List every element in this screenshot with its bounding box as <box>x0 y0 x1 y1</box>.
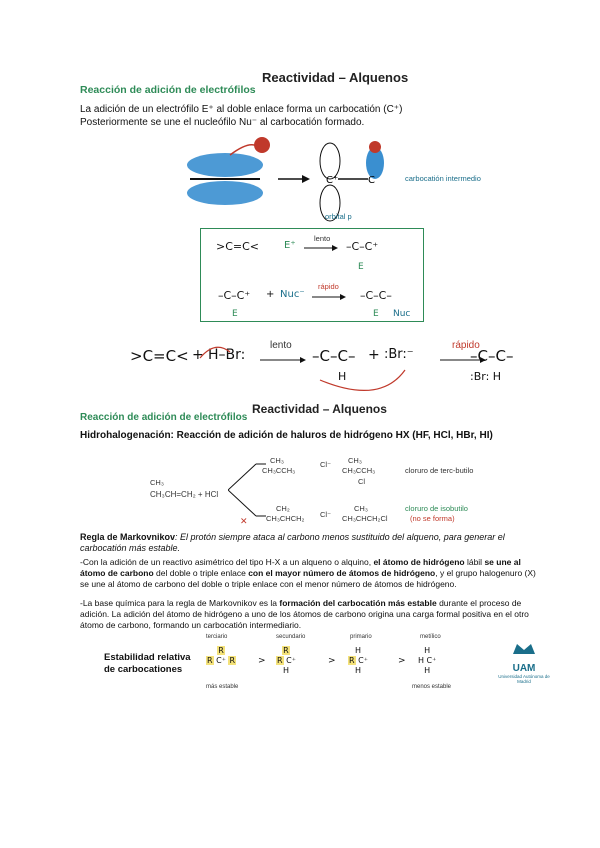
para2-c: durante el proceso de adición. La adición del átomo de hidrógeno a uno de los átomos de carbono origina una carga formal positiva en el otro átomo de carbono, formando un carbocatión intermediario. <box>80 598 529 630</box>
alkene-hbr: >C=C< <box>130 347 189 365</box>
step2-arrow <box>312 293 346 301</box>
para1-c: lábil <box>464 557 485 567</box>
hbr-cation: –C–C– <box>312 347 356 365</box>
cat-label-3: metílico <box>420 634 441 640</box>
label-E-2: E <box>232 309 238 319</box>
alkene-step1: >C=C< <box>216 240 260 253</box>
step1-arrow <box>304 244 338 252</box>
slide2-subtitle: Hidrohalogenación: Reacción de adición de haluros de hidrógeno HX (HF, HCl, HBr, HI) <box>80 430 493 441</box>
nucleophile-reagent: Nuc⁻ <box>280 289 305 300</box>
cation-step1: –C–C⁺ <box>346 240 379 253</box>
blocked-path-mark: ✕ <box>240 516 248 526</box>
uam-logo-text: UAM <box>512 663 536 674</box>
methyl-cation: H H C⁺ H <box>418 646 437 675</box>
slide2-section: Reacción de adición de electrófilos <box>80 412 248 423</box>
label-carbocation: carbocatión intermedio <box>405 174 481 183</box>
para1-g: , y el grupo halogenuro (X) se une al átomo de carbono del doble o triple enlace con el menor número de átomos de hidrógeno. <box>80 568 536 589</box>
label-E-3: E <box>373 309 379 319</box>
para1-f: con el mayor número de átomos de hidrógeno <box>248 568 436 578</box>
electrophile-reagent: E⁺ <box>284 240 296 251</box>
slide2-title: Reactividad – Alquenos <box>252 402 387 416</box>
markovnikov-para1 <box>80 557 542 590</box>
less-stable-label: menos estable <box>412 684 452 690</box>
label-E-1: E <box>358 262 364 272</box>
uam-logo-sub: Universidad Autónoma de Madrid <box>498 674 550 684</box>
para2-a: -La base química para la regla de Markovnikov es la <box>80 598 280 608</box>
cl-ion-top: Cl⁻ <box>320 460 332 469</box>
para1-e: del doble o triple enlace <box>153 568 249 578</box>
pi-orbital-bottom <box>187 181 263 205</box>
reactant: CH₃CH=CH₂ + HCl <box>150 490 219 499</box>
primary-cation: H R C⁺ H <box>349 646 368 675</box>
prod-top-final: CH₃CCH₃ <box>342 466 376 475</box>
slide1-title: Reactividad – Alquenos <box>262 70 409 85</box>
stability-label: Estabilidad relativa de carbocationes <box>104 652 191 675</box>
para1-d: se une al átomo de carbono <box>80 557 521 578</box>
p-orbital-top <box>320 143 340 179</box>
product-step2: –C–C– <box>360 289 392 302</box>
hbr-anion: :Br:⁻ <box>384 347 414 362</box>
curved-arrows <box>160 330 490 400</box>
prod-top-cl: Cl <box>358 477 366 486</box>
hbr-slow-label: lento <box>270 340 292 351</box>
label-orbital-p: orbital p <box>325 212 352 221</box>
label-not-formed: (no se forma) <box>410 514 455 523</box>
reactant-top: CH₃ <box>150 478 164 487</box>
markovnikov-text: : El protón siempre ataca al carbono menos sustituido del alqueno, para generar el carbocatión más estable. <box>80 532 505 553</box>
step1-label: lento <box>314 234 331 243</box>
more-stable-label: más estable <box>206 684 239 690</box>
svg-text:C⁺: C⁺ <box>326 175 339 186</box>
hbr-fast-label: rápido <box>452 340 480 351</box>
cat-label-1: secundario <box>276 634 306 640</box>
hbr-reagent: H–Br: <box>208 347 246 363</box>
slide1-section: Reacción de adición de electrófilos <box>80 84 256 96</box>
label-tert-butyl: cloruro de terc-butilo <box>405 466 474 475</box>
cat-label-2: primario <box>350 634 372 640</box>
para1-a: -Con la adición de un reactivo asimétrico del tipo H-X a un alqueno o alquino, <box>80 557 374 567</box>
slide1-intro-line2: Posteriormente se une el nucleófilo Nu⁻ al carbocatión formado. <box>80 117 365 128</box>
secondary-cation: R R C⁺ H <box>277 646 296 675</box>
para1-b: el átomo de hidrógeno <box>373 557 465 567</box>
uam-crown-icon <box>511 640 537 658</box>
step2-label: rápido <box>318 282 339 291</box>
para2-b: formación del carbocatión más estable <box>279 598 437 608</box>
hbr-product-subs: :Br: H <box>470 370 502 383</box>
tertiary-cation: R R C⁺ R <box>207 646 236 665</box>
label-Nu: Nuc <box>393 309 411 319</box>
hbr-product: –C–C– <box>470 347 514 365</box>
slide1-intro-line1: La adición de un electrófilo E⁺ al doble enlace forma un carbocatión (C⁺) <box>80 104 403 115</box>
cat-label-0: terciario <box>206 634 228 640</box>
electrophile-sphere <box>254 137 270 153</box>
prod-top-cation: CH₃CCH₃ <box>262 466 296 475</box>
svg-text:C: C <box>368 175 375 186</box>
markovnikov-rule <box>80 532 542 554</box>
markovnikov-title: Regla de Markovnikov <box>80 532 176 542</box>
label-isobutyl: cloruro de isobutilo <box>405 504 468 513</box>
markovnikov-para2 <box>80 598 542 631</box>
prod-bot-cation: CH₃CHCH₂ <box>266 514 305 523</box>
uam-logo <box>496 640 552 684</box>
carbocation-series: terciario secundario primario metílico R R C⁺ R > R R C⁺ H > H R C⁺ H > H H C⁺ H más estable menos estable <box>206 634 452 690</box>
prod-bot-final: CH₃CHCH₂Cl <box>342 514 388 523</box>
cl-ion-bot: Cl⁻ <box>320 510 332 519</box>
cation-step2: –C–C⁺ <box>218 289 251 302</box>
pi-orbital-top <box>187 153 263 177</box>
